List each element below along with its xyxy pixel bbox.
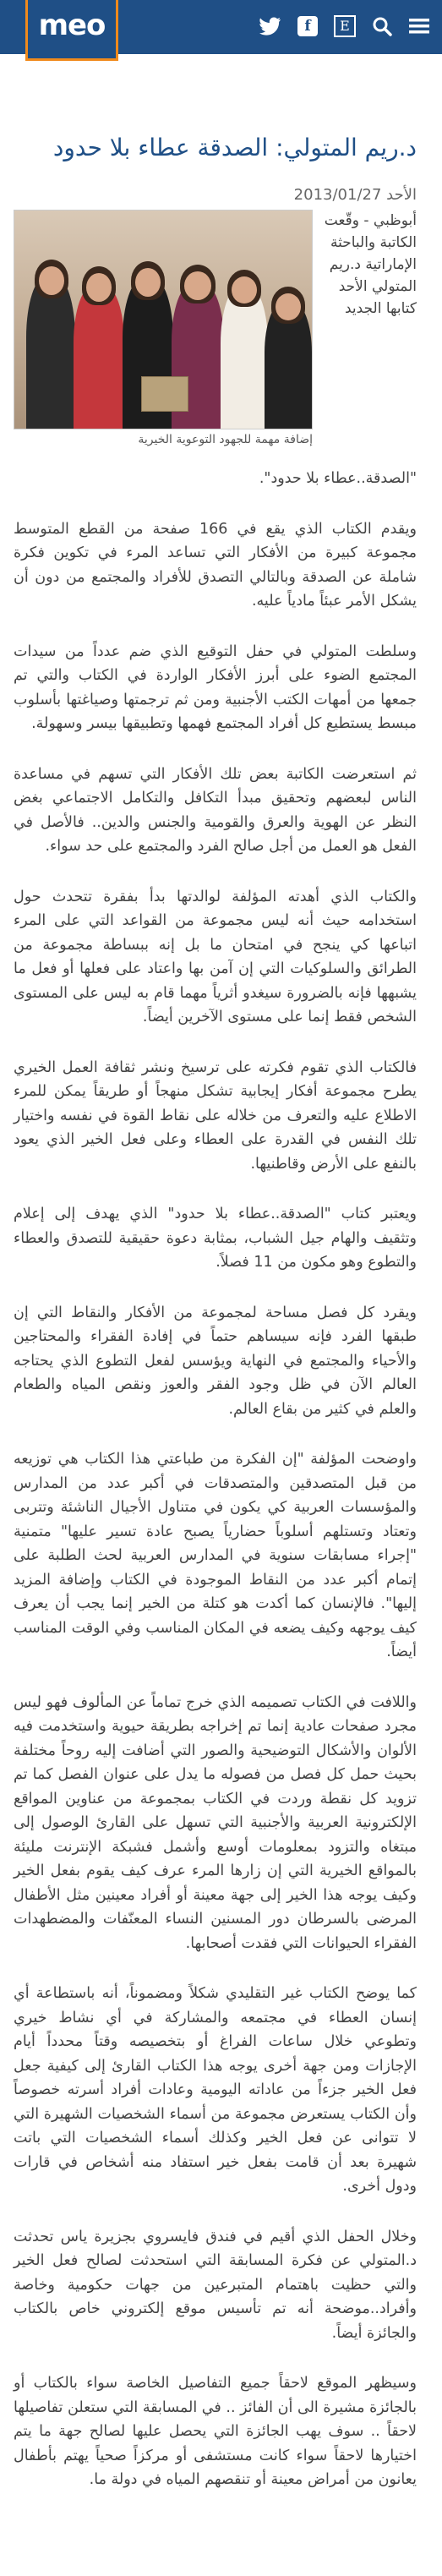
article-lead — [14, 210, 417, 455]
facebook-icon[interactable]: f — [293, 12, 322, 41]
article-paragraph: والكتاب الذي أهدته المؤلفة لوالدتها بدأ بفقرة تتحدث حول استخدامه حيث أنه ليس مجموعة من القواعد التي على المرء اتباعها كي ينجح في امتحان ما بل إنه ببساطة مجموعة من الطرائق والسلوكيات التي إن آمن بها واعتاد على فعلها أو فعل ما يشبهها فإنه بالضرورة سيغدو أثرياً مهما قام به ليس على المستوى الشخص فقط إنما على مستوى الآخرين أيضاً. — [14, 888, 417, 1025]
article-paragraph: "الصدقة..عطاء بلا حدود". — [259, 470, 417, 487]
article-body — [14, 467, 417, 2492]
article-title: د.ريم المتولي: الصدقة عطاء بلا حدود — [52, 134, 417, 161]
logo-text: meo — [38, 8, 106, 42]
article-photo[interactable] — [14, 210, 313, 429]
article-paragraph: فالكتاب الذي تقوم فكرته على ترسيخ ونشر ثقافة العمل الخيري يطرح مجموعة أفكار إيجابية تشكل منهجاً أو طريقاً يمكن للمرء الاطلاع عليه والتعرف من خلاله على نقاط القوة في نفسه واختيار تلك النفس في القدرة على العطاء وعلى فعل الخير الذي يعود بالنفع على الأرض وقاطنيها. — [14, 1058, 417, 1173]
article-intro: أبوظبي - وقّعت الكاتبة والباحثة الإماراتية د.ريم المتولي الأحد كتابها الجديد — [324, 212, 417, 317]
article-paragraph: ويقدم الكتاب الذي يقع في 166 صفحة من القطع المتوسط مجموعة كبيرة من الأفكار التي تساعد المرء في تكوين فكرة شاملة عن الصدقة وبالتالي التصدق للأفراد والمجتمع من دون أن يشكل الأمر عبئاً مادياً عليه. — [14, 520, 417, 610]
article-paragraph: وسيظهر الموقع لاحقاً جميع التفاصيل الخاصة سواء بالكتاب أو بالجائزة مشيرة الى أن الفائز .. في المسابقة التي ستعلن تفاصيلها لاحقاً .. سوف يهب الجائزة التي يحصل عليها لصالح جهة ما يتم اختيارها لاحقاً سواء كانت مستشفى أو مركزاً صحياً يهتم بأطفال يعانون من أمراض معينة أو تنقصهم المياه في دولة ما. — [14, 2375, 417, 2488]
article-figure — [14, 210, 313, 455]
article — [0, 54, 442, 2492]
article-paragraph: واللافت في الكتاب تصميمه الذي خرج تماماً عن المألوف فهو ليس مجرد صفحات عادية إنما تم إخراجه بطريقة حيوية واستخدمت فيه الألوان والأشكال التوضيحية والصور التي أضافت إليه روحاً مختلفة بحيث حمل كل فصل من فصوله ما يدل على عنوان الفصل كما تم تزويد كل نقطة وردت في الكتاب بمجموعة من عناوين المواقع الإلكترونية العربية والأجنبية التي تسهل على القارئ الوصول إلى مبتغاه والتزود بمعلومات أوسع وأشمل فشبكة الإنترنت مليئة بالمواقع الخيرية التي إن زارها المرء عرف كيف يقوم بفعل الخير وكيف يوجه هذا الخير إلى جهة معينة أو أفراد معينين مثل الأطفال المرضى بالسرطان دور المسنين النساء المعنّفات والمضطهدات الفقراء الحيوانات التي فقدت أصحابها. — [14, 1693, 417, 1952]
article-date: الأحد 2013/01/27 — [293, 186, 417, 204]
site-logo[interactable] — [25, 0, 118, 61]
twitter-icon[interactable] — [256, 12, 285, 41]
photo-caption: إضافة مهمة للجهود التوعوية الخيرية — [138, 433, 313, 446]
menu-icon[interactable] — [405, 12, 434, 41]
top-navbar — [0, 0, 442, 54]
article-paragraph: ثم استعرضت الكاتبة بعض تلك الأفكار التي تسهم في مساعدة الناس لبعضهم وتحقيق مبدأ التكافل والتكامل الاجتماعي بغض النظر عن الهوية والعرق والقومية والجنس والدين.. فالأصل في الفعل هو العمل من أجل صالح الفرد والمجتمع على حد سواء. — [14, 765, 417, 855]
article-paragraph: ويعتبر كتاب "الصدقة..عطاء بلا حدود" الذي يهدف إلى إعلام وتثقيف والهام جيل الشباب، بمثابة دعوة حقيقية للتصدق والعطاء والتطوع وهو مكون من 11 فصلاً. — [14, 1206, 417, 1271]
header-icons — [256, 12, 434, 41]
article-paragraph: وخلال الحفل الذي أقيم في فندق فايسروي بجزيرة ياس تحدثت د.المتولي عن فكرة المسابقة التي استحدثت لصالح فعل الخير والتي حظيت باهتمام المتبرعين من جهات حكومية وخاصة وأفراد..موضحة أنه تم تأسيس موقع إلكتروني خاص بالكتاب والجائزة أيضاً. — [14, 2228, 417, 2342]
article-paragraph: ويقرد كل فصل مساحة لمجموعة من الأفكار والنقاط التي إن طبقها الفرد فإنه سيساهم حتماً في إفادة الفقراء والمحتاجين والأحياء والمجتمع في النهاية ويؤسس لفعل التطوع الذي يحتاجه العالم الآن في ظل وجود الفقر والعوز ونقص المياه والطعام والعلم في كثير من بقاع العالم. — [14, 1304, 417, 1418]
article-paragraph: واوضحت المؤلفة "إن الفكرة من طباعتي هذا الكتاب هي توزيعه من قبل المتصدقين والمتصدقات في أكبر عدد من المدارس والمؤسسات العربية كي يكون في متناول الأجيال الناشئة وتتربى وتعتاد وتستلهم أسلوباً حضارياً يصبح عادة تسير عليها" متمنية "إجراء مسابقات سنوية في المدارس العربية لحث الطلبة على إتمام أكبر عدد من النقاط الموجودة في الكتاب وإضافة المزيد إليها". فالإنسان كما أكدت هو كتلة من الخير إنما يجب أن يعرف كيف يوجهه وكيف يضعه في المكان المناسب وفي الوقت المناسب أيضاً. — [14, 1451, 417, 1660]
e-paper-label: E — [334, 15, 356, 37]
search-icon[interactable] — [368, 12, 396, 41]
article-paragraph: كما يوضح الكتاب غير التقليدي شكلاً ومضموناً، أنه باستطاعة أي إنسان العطاء في مجتمعه والمشاركة في أي نشاط خيري وتطوعي خلال ساعات الفراغ أو بتخصيصه وقتاً محدداً أيام الإجازات ومن جهة أخرى يوجه هذا الكتاب القارئ إلى كيفية جعل فعل الخير جزءاً من عاداته اليومية وعادات أفراد أسرته خصوصاً وأن الكتاب يستعرض مجموعة من أسماء الشخصيات الشهيرة التي لا تتوانى عن فعل الخير وكذلك أسماء الشخصيات التي باتت شهيرة بعد أن قامت بفعل خير استفاد منه أشخاص في قارات ودول أخرى. — [14, 1985, 417, 2195]
e-paper-icon[interactable] — [330, 12, 359, 41]
article-paragraph: وسلطت المتولي في حفل التوقيع الذي ضم عدداً من سيدات المجتمع الضوء على أبرز الأفكار الواردة في الكتاب والتي تم جمعها من أمهات الكتب الأجنبية ومن ثم ترجمتها وصياغتها بأسلوب مبسط يستطيع كل أفراد المجتمع فهمها وتطبيقها بيسر وسهولة. — [14, 643, 417, 732]
